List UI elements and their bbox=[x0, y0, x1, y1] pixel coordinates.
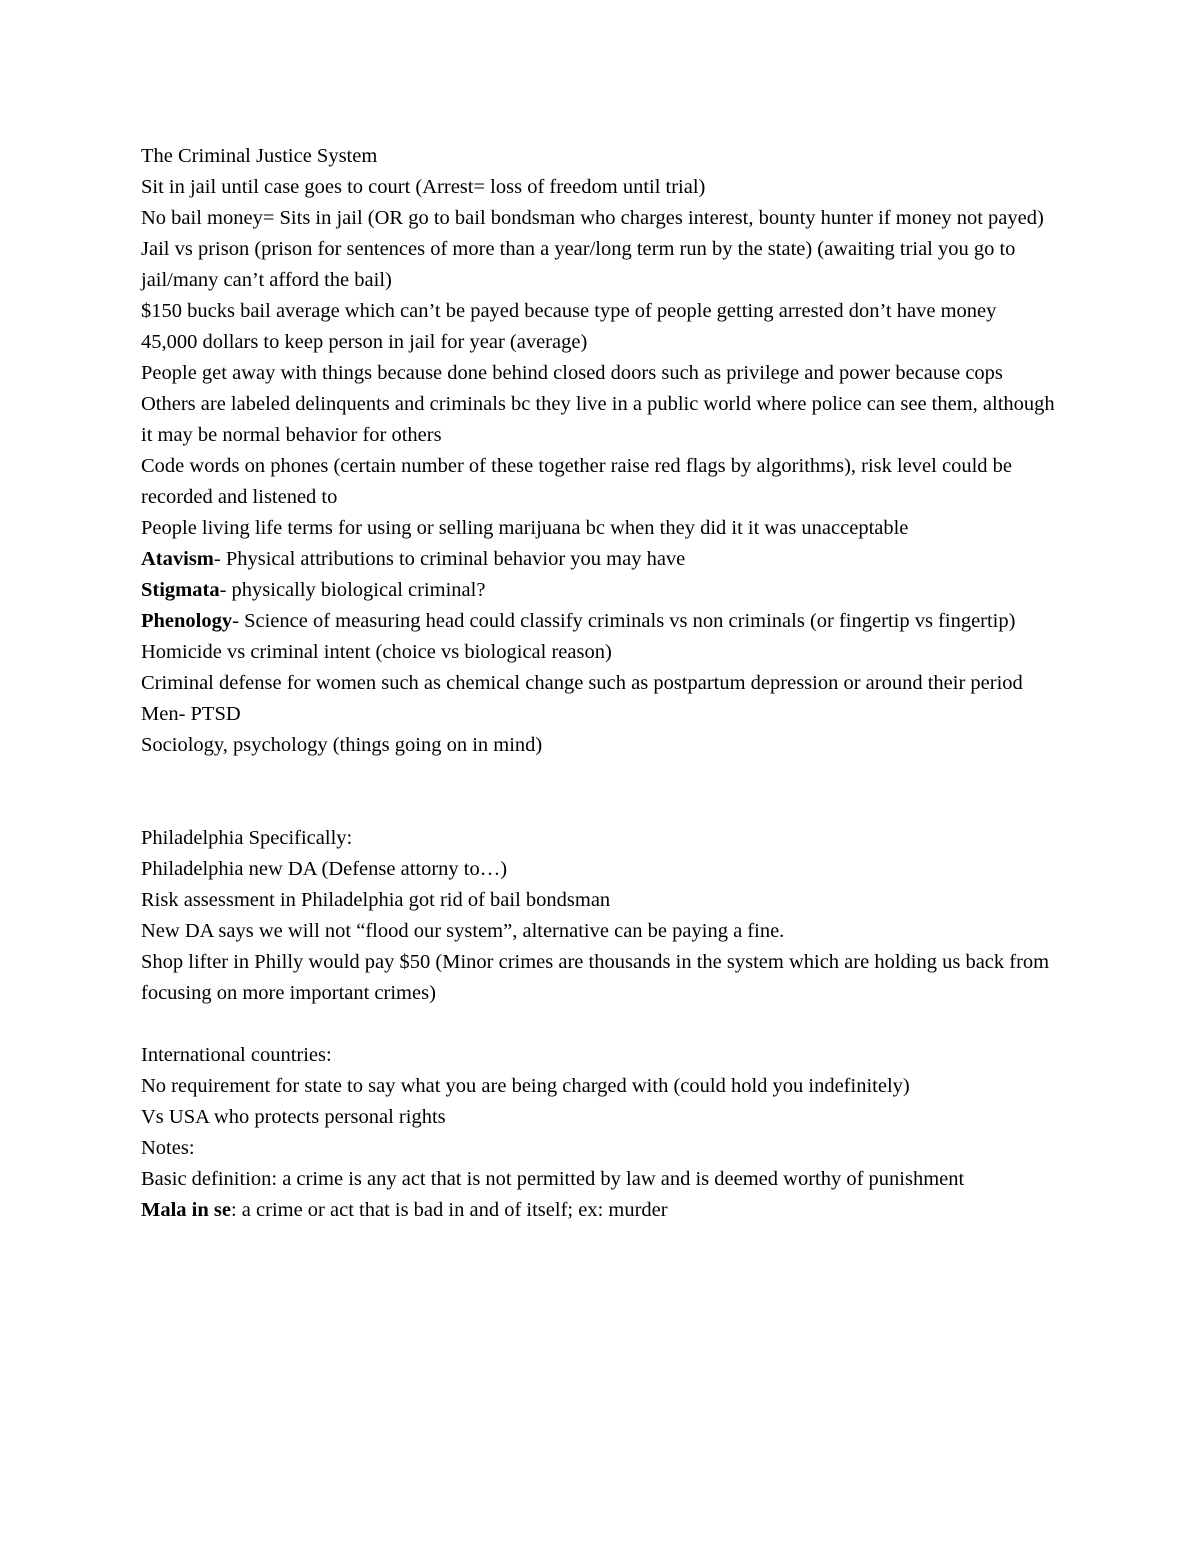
document-title: The Criminal Justice System bbox=[141, 145, 378, 167]
term-label: Atavism bbox=[141, 548, 214, 570]
note-line: Shop lifter in Philly would pay $50 (Minor crimes are thousands in the system which are holding us back from focusing on more important crimes) bbox=[141, 951, 1050, 1004]
term-definition: : a crime or act that is bad in and of itself; ex: murder bbox=[230, 1199, 668, 1221]
note-line: 45,000 dollars to keep person in jail for year (average) bbox=[141, 331, 588, 353]
term-mala-in-se bbox=[141, 1195, 1071, 1226]
term-definition: - Science of measuring head could classify criminals vs non criminals (or fingertip vs fingertip) bbox=[232, 610, 1016, 632]
note-line: Sit in jail until case goes to court (Arrest= loss of freedom until trial) bbox=[141, 176, 706, 198]
note-line: Philadelphia new DA (Defense attorny to…) bbox=[141, 858, 508, 880]
term-definition: - Physical attributions to criminal behavior you may have bbox=[213, 548, 686, 570]
note-line: Basic definition: a crime is any act that is not permitted by law and is deemed worthy of punishment bbox=[141, 1168, 965, 1190]
note-line: Vs USA who protects personal rights bbox=[141, 1106, 446, 1128]
section-heading-international: International countries: bbox=[141, 1044, 332, 1066]
document-page bbox=[141, 141, 1071, 1226]
note-line: Code words on phones (certain number of these together raise red flags by algorithms), risk level could be recorded and listened to bbox=[141, 455, 1012, 508]
term-definition: - physically biological criminal? bbox=[219, 579, 486, 601]
note-line: People living life terms for using or selling marijuana bc when they did it it was unacceptable bbox=[141, 517, 909, 539]
term-label: Phenology bbox=[141, 610, 233, 632]
term-atavism bbox=[141, 544, 1071, 575]
term-label: Mala in se bbox=[141, 1199, 231, 1221]
note-line: Others are labeled delinquents and criminals bc they live in a public world where police can see them, although it may be normal behavior for others bbox=[141, 393, 1055, 446]
note-line: Criminal defense for women such as chemical change such as postpartum depression or around their period bbox=[141, 672, 1023, 694]
term-phenology bbox=[141, 606, 1071, 637]
note-line: Men- PTSD bbox=[141, 703, 241, 725]
note-line: Homicide vs criminal intent (choice vs biological reason) bbox=[141, 641, 612, 663]
term-stigmata bbox=[141, 575, 1071, 606]
spacer bbox=[141, 1009, 1071, 1040]
note-line: No bail money= Sits in jail (OR go to bail bondsman who charges interest, bounty hunter if money not payed) bbox=[141, 207, 1044, 229]
note-line: $150 bucks bail average which can’t be payed because type of people getting arrested don’t have money bbox=[141, 300, 997, 322]
note-line: Risk assessment in Philadelphia got rid of bail bondsman bbox=[141, 889, 611, 911]
spacer bbox=[141, 761, 1071, 823]
note-line: People get away with things because done behind closed doors such as privilege and power because cops bbox=[141, 362, 1003, 384]
section-heading-philadelphia: Philadelphia Specifically: bbox=[141, 827, 353, 849]
term-label: Stigmata bbox=[141, 579, 220, 601]
note-line: No requirement for state to say what you are being charged with (could hold you indefinitely) bbox=[141, 1075, 910, 1097]
notes-label: Notes: bbox=[141, 1137, 195, 1159]
note-line: Jail vs prison (prison for sentences of more than a year/long term run by the state) (awaiting trial you go to jail/many can’t afford the bail) bbox=[141, 238, 1016, 291]
note-line: Sociology, psychology (things going on in mind) bbox=[141, 734, 543, 756]
note-line: New DA says we will not “flood our system”, alternative can be paying a fine. bbox=[141, 920, 785, 942]
